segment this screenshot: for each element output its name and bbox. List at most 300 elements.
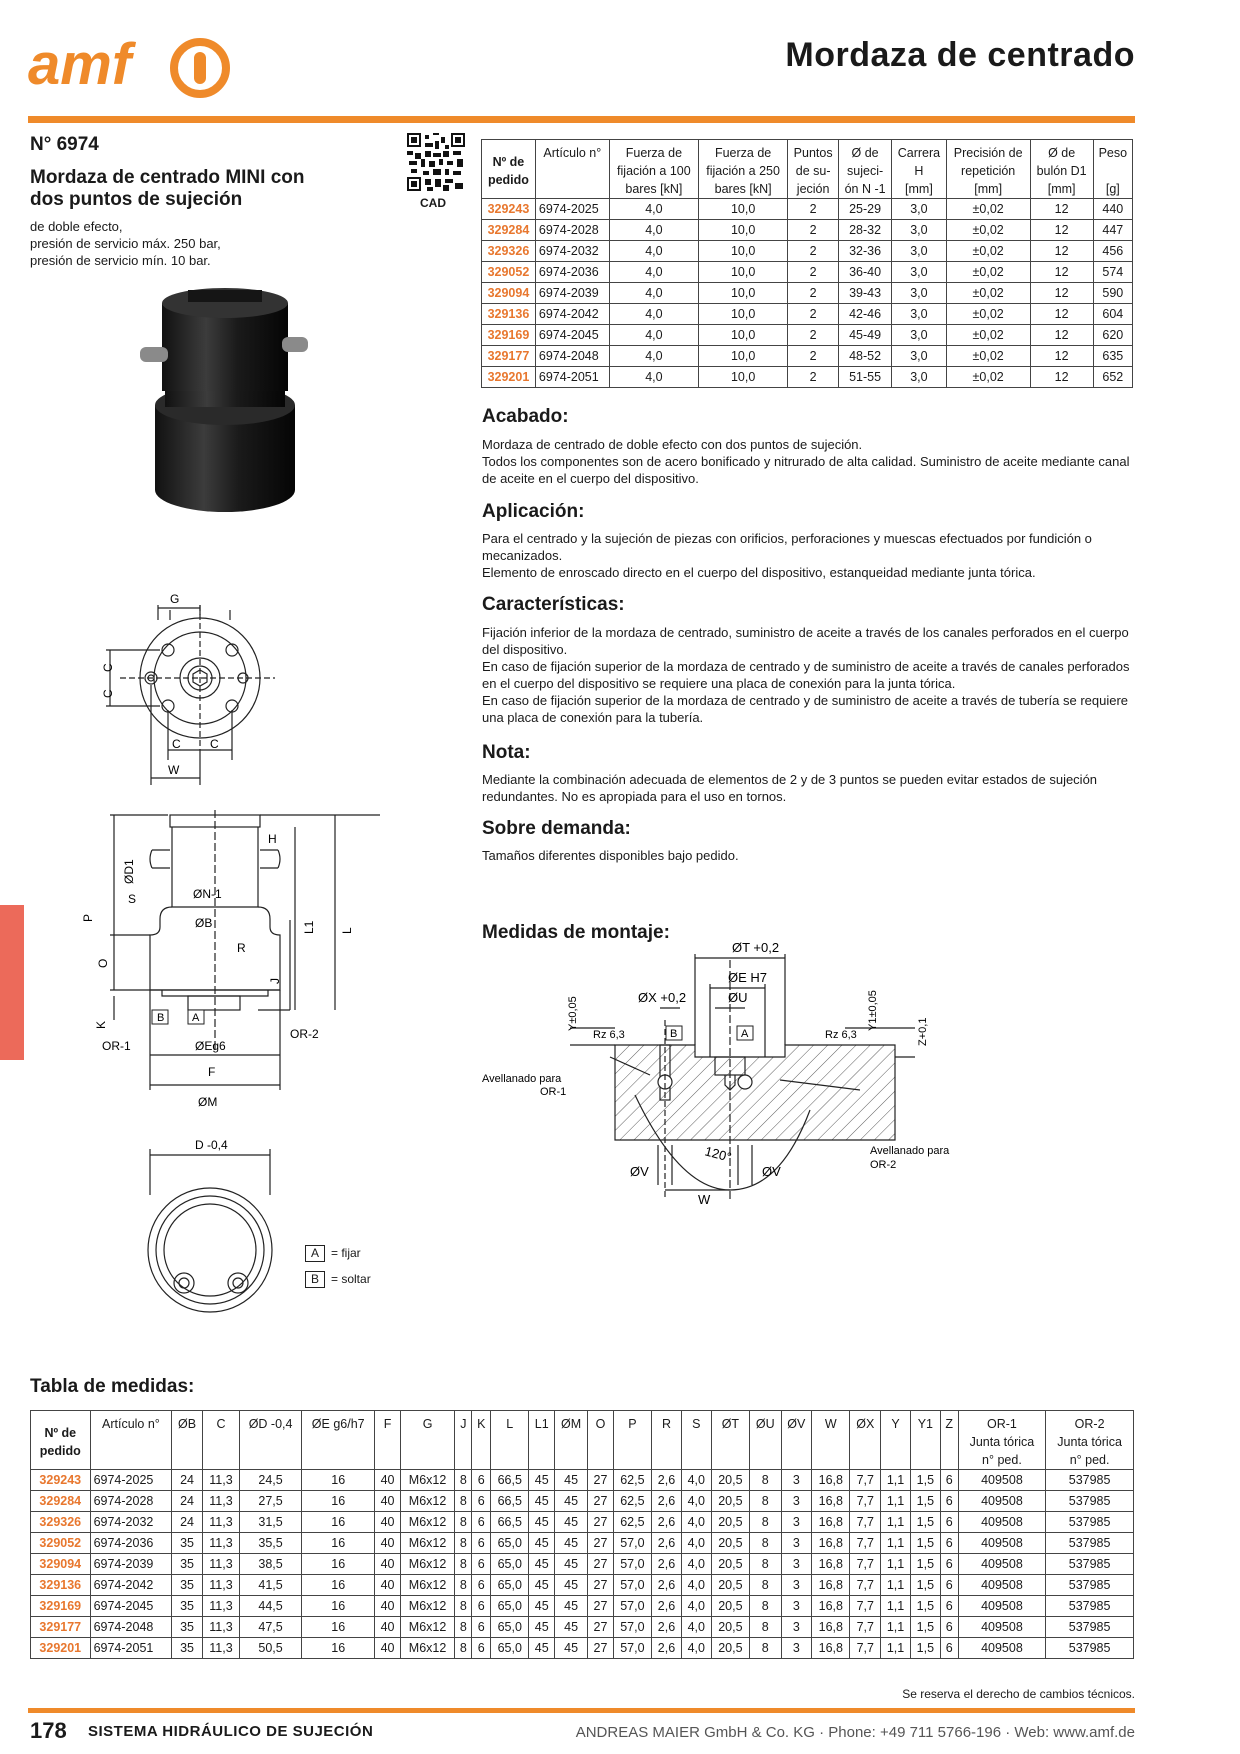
dim-m: ØM xyxy=(198,1095,218,1109)
table-cell: 8 xyxy=(455,1638,472,1659)
table-cell: 4,0 xyxy=(609,346,698,367)
table-cell: 12 xyxy=(1030,304,1093,325)
part-number-cell[interactable]: 329094 xyxy=(31,1554,91,1575)
table-cell: 2 xyxy=(788,262,839,283)
table-cell: 40 xyxy=(375,1638,401,1659)
part-number-cell[interactable]: 329052 xyxy=(31,1533,91,1554)
side-view-drawing xyxy=(80,810,354,1120)
column-header xyxy=(910,1411,940,1470)
header-line: n° ped. xyxy=(982,1453,1022,1467)
table-cell: 6 xyxy=(472,1470,491,1491)
table-cell: 7,7 xyxy=(850,1638,881,1659)
header-rule xyxy=(28,116,1135,123)
table-cell: 10,0 xyxy=(699,346,788,367)
table-cell: 3,0 xyxy=(892,304,947,325)
table-cell: 40 xyxy=(375,1533,401,1554)
mount-y: Y±0,05 xyxy=(567,996,579,1031)
order-row xyxy=(482,199,1133,220)
mount-y1: Y1±0,05 xyxy=(867,990,879,1031)
table-cell: 3 xyxy=(781,1491,812,1512)
header-line: Peso xyxy=(1098,146,1128,160)
table-cell: 6 xyxy=(472,1596,491,1617)
header-line xyxy=(1097,162,1129,180)
table-cell: 24 xyxy=(172,1491,203,1512)
table-cell: 4,0 xyxy=(681,1491,711,1512)
table-cell: 6 xyxy=(940,1596,958,1617)
table-cell: 620 xyxy=(1093,325,1132,346)
table-cell: 57,0 xyxy=(613,1638,651,1659)
amf-logo xyxy=(28,34,228,102)
table-cell: ±0,02 xyxy=(946,199,1030,220)
table-cell: 440 xyxy=(1093,199,1132,220)
table-cell: 27 xyxy=(588,1533,614,1554)
table-cell: 1,1 xyxy=(881,1512,911,1533)
table-cell: 66,5 xyxy=(491,1491,529,1512)
table-cell: 3,0 xyxy=(892,346,947,367)
table-cell: 10,0 xyxy=(699,367,788,388)
port-a: A xyxy=(192,1012,200,1024)
table-cell: 652 xyxy=(1093,367,1132,388)
header-line: Y1 xyxy=(917,1417,933,1431)
table-cell: 2 xyxy=(788,346,839,367)
dim-s: S xyxy=(128,892,137,906)
header-line: ØU xyxy=(755,1417,775,1431)
dim-k: K xyxy=(94,1020,108,1029)
paragraph: En caso de fijación superior de la mordaza de centrado y de suministro de aceite a través de tubería se requiere una placa de conexión para la tubería. xyxy=(482,693,1129,725)
table-cell: 65,0 xyxy=(491,1554,529,1575)
table-cell: 16 xyxy=(302,1638,375,1659)
table-cell: 11,3 xyxy=(202,1638,239,1659)
table-cell: 6974-2036 xyxy=(535,262,609,283)
table-cell: 45 xyxy=(529,1533,555,1554)
header-line: [mm] xyxy=(905,182,933,196)
table-cell: 45 xyxy=(529,1638,555,1659)
table-cell: 45 xyxy=(555,1512,588,1533)
column-header xyxy=(400,1411,454,1470)
column-header xyxy=(609,140,698,199)
table-cell: 57,0 xyxy=(613,1596,651,1617)
table-cell: 20,5 xyxy=(711,1638,749,1659)
table-cell: 1,1 xyxy=(881,1533,911,1554)
table-cell: 35 xyxy=(172,1575,203,1596)
table-cell: 65,0 xyxy=(491,1575,529,1596)
order-row xyxy=(482,220,1133,241)
dim-c4: C xyxy=(210,737,219,751)
dim-l: L xyxy=(340,927,354,934)
column-header xyxy=(781,1411,812,1470)
dim-d1: ØD1 xyxy=(122,859,136,884)
mount-u: ØU xyxy=(728,990,748,1005)
column-header xyxy=(90,1411,172,1470)
dims-row xyxy=(31,1512,1134,1533)
table-cell: 27,5 xyxy=(240,1491,302,1512)
header-line: [mm] xyxy=(974,182,1003,196)
table-cell: 6974-2036 xyxy=(90,1533,172,1554)
header-line: ØX xyxy=(856,1417,875,1431)
table-cell: 10,0 xyxy=(699,220,788,241)
part-number-cell[interactable]: 329169 xyxy=(31,1596,91,1617)
table-cell: 2,6 xyxy=(652,1617,682,1638)
paragraph: Elemento de enroscado directo en el cuerpo del dispositivo, estanqueidad mediante junta tórica. xyxy=(482,565,1036,580)
table-cell: 537985 xyxy=(1046,1533,1134,1554)
table-cell: 1,5 xyxy=(910,1638,940,1659)
table-cell: 40 xyxy=(375,1512,401,1533)
table-cell: 24,5 xyxy=(240,1470,302,1491)
header-line: Artículo n° xyxy=(543,146,602,160)
part-number-cell[interactable]: 329243 xyxy=(31,1470,91,1491)
table-cell: 6 xyxy=(940,1491,958,1512)
table-cell: 2,6 xyxy=(652,1470,682,1491)
legend-a-box: A xyxy=(305,1245,325,1262)
header-line: OR-2 xyxy=(1074,1417,1105,1431)
table-cell: 1,5 xyxy=(910,1533,940,1554)
page-number: 178 xyxy=(30,1718,67,1743)
table-cell: 45 xyxy=(555,1638,588,1659)
mount-t: ØT +0,2 xyxy=(732,940,780,955)
table-cell: 8 xyxy=(455,1575,472,1596)
column-header xyxy=(850,1411,881,1470)
table-cell: 20,5 xyxy=(711,1470,749,1491)
dim-f: F xyxy=(208,1065,216,1079)
table-cell: 12 xyxy=(1030,325,1093,346)
order-row xyxy=(482,346,1133,367)
header-line: Nº de xyxy=(44,1426,77,1440)
header-line: de su- xyxy=(795,164,831,178)
table-cell: 4,0 xyxy=(681,1617,711,1638)
table-cell: 1,1 xyxy=(881,1470,911,1491)
table-cell: 12 xyxy=(1030,199,1093,220)
table-cell: 4,0 xyxy=(681,1554,711,1575)
column-header xyxy=(491,1411,529,1470)
table-cell: 2 xyxy=(788,199,839,220)
column-header xyxy=(172,1411,203,1470)
table-cell: 8 xyxy=(750,1554,781,1575)
dims-table xyxy=(30,1410,1134,1659)
table-cell: 3 xyxy=(781,1554,812,1575)
table-cell: 48-52 xyxy=(839,346,892,367)
table-cell: 20,5 xyxy=(711,1575,749,1596)
table-cell: ±0,02 xyxy=(946,346,1030,367)
table-cell: 4,0 xyxy=(681,1638,711,1659)
table-cell: 1,5 xyxy=(910,1554,940,1575)
table-cell: 6 xyxy=(472,1554,491,1575)
table-cell: 2 xyxy=(788,304,839,325)
table-cell: 31,5 xyxy=(240,1512,302,1533)
table-cell: 1,1 xyxy=(881,1596,911,1617)
table-cell: 11,3 xyxy=(202,1575,239,1596)
side-tab xyxy=(0,905,24,1060)
table-cell: 2 xyxy=(788,220,839,241)
column-header xyxy=(31,1411,91,1470)
dims-row xyxy=(31,1638,1134,1659)
table-cell: 590 xyxy=(1093,283,1132,304)
dim-b: ØB xyxy=(195,916,213,930)
table-cell: 409508 xyxy=(958,1491,1046,1512)
table-cell: 537985 xyxy=(1046,1554,1134,1575)
table-cell: 16 xyxy=(302,1617,375,1638)
mount-z: Z+0,1 xyxy=(917,1017,929,1046)
header-line: R xyxy=(661,1417,671,1431)
table-cell: 11,3 xyxy=(202,1554,239,1575)
table-cell: 10,0 xyxy=(699,199,788,220)
footer-rule xyxy=(28,1708,1135,1713)
header-line: bares [kN] xyxy=(625,182,683,196)
table-cell: 4,0 xyxy=(609,199,698,220)
table-cell: 8 xyxy=(455,1470,472,1491)
table-cell: 27 xyxy=(588,1512,614,1533)
table-cell: 8 xyxy=(455,1554,472,1575)
table-cell: 1,5 xyxy=(910,1575,940,1596)
part-number-cell[interactable]: 329136 xyxy=(31,1575,91,1596)
table-cell: 409508 xyxy=(958,1470,1046,1491)
part-number-cell[interactable]: 329094 xyxy=(482,283,536,304)
part-number-cell[interactable]: 329284 xyxy=(482,220,536,241)
dim-d: D -0,4 xyxy=(195,1138,228,1152)
table-cell: 6 xyxy=(472,1638,491,1659)
table-cell: 409508 xyxy=(958,1638,1046,1659)
table-cell: 1,1 xyxy=(881,1617,911,1638)
mounting-drawing xyxy=(480,940,950,1215)
table-cell: 12 xyxy=(1030,346,1093,367)
table-cell: ±0,02 xyxy=(946,262,1030,283)
table-cell: 2,6 xyxy=(652,1533,682,1554)
mount-rz2: Rz 6,3 xyxy=(825,1029,857,1041)
table-cell: 8 xyxy=(455,1491,472,1512)
header-line: P xyxy=(628,1417,637,1431)
table-cell: 537985 xyxy=(1046,1596,1134,1617)
dims-row xyxy=(31,1491,1134,1512)
table-cell: 10,0 xyxy=(699,241,788,262)
qr-code[interactable] xyxy=(407,133,465,191)
footer-company: ANDREAS MAIER GmbH & Co. KG · Phone: +49 711 5766-196 · Web: www.amf.de xyxy=(575,1724,1135,1741)
table-cell: 8 xyxy=(455,1617,472,1638)
column-header xyxy=(588,1411,614,1470)
table-cell: 4,0 xyxy=(681,1512,711,1533)
table-cell: 40 xyxy=(375,1617,401,1638)
table-cell: 2,6 xyxy=(652,1638,682,1659)
table-cell: 6 xyxy=(472,1617,491,1638)
dim-g: G xyxy=(170,592,180,606)
table-cell: 20,5 xyxy=(711,1533,749,1554)
part-number-cell[interactable]: 329169 xyxy=(482,325,536,346)
table-cell: 8 xyxy=(455,1512,472,1533)
table-cell: 2,6 xyxy=(652,1575,682,1596)
table-cell: 537985 xyxy=(1046,1512,1134,1533)
table-cell: 1,5 xyxy=(910,1596,940,1617)
header-line: pedido xyxy=(39,1444,81,1458)
order-row xyxy=(482,367,1133,388)
table-cell: 3 xyxy=(781,1533,812,1554)
table-cell: 409508 xyxy=(958,1554,1046,1575)
paragraph: Para el centrado y la sujeción de piezas con orificios, perforaciones y muescas efectuados por fundición o mecanizados. xyxy=(482,531,1092,563)
part-number-cell[interactable]: 329177 xyxy=(31,1617,91,1638)
table-cell: 45 xyxy=(555,1596,588,1617)
header-line: ØB xyxy=(178,1417,197,1431)
table-cell: 16 xyxy=(302,1575,375,1596)
column-header xyxy=(881,1411,911,1470)
table-cell: 35 xyxy=(172,1617,203,1638)
column-header xyxy=(455,1411,472,1470)
heading-montaje: Medidas de montaje: xyxy=(482,922,670,943)
table-cell: 6974-2045 xyxy=(535,325,609,346)
part-number-cell[interactable]: 329201 xyxy=(31,1638,91,1659)
header-line: bulón D1 xyxy=(1036,164,1087,178)
header-line: Z xyxy=(945,1417,954,1431)
header-line: bares [kN] xyxy=(714,182,772,196)
table-cell: 16,8 xyxy=(812,1575,850,1596)
table-cell: 16,8 xyxy=(812,1512,850,1533)
order-table-header xyxy=(482,140,1133,199)
product-photo xyxy=(140,285,310,520)
table-cell: 7,7 xyxy=(850,1596,881,1617)
product-description xyxy=(30,218,350,269)
table-cell: 3 xyxy=(781,1596,812,1617)
table-cell: 4,0 xyxy=(609,262,698,283)
header-line: Y xyxy=(891,1417,900,1431)
table-cell: M6x12 xyxy=(400,1470,454,1491)
table-cell: 4,0 xyxy=(609,304,698,325)
paragraph: Mediante la combinación adecuada de elementos de 2 y de 3 puntos se pueden evitar estados de sujeción redundantes. No es apropiada para el uso en tornos. xyxy=(482,772,1098,804)
table-cell: 1,5 xyxy=(910,1470,940,1491)
table-cell: 57,0 xyxy=(613,1533,651,1554)
table-cell: 537985 xyxy=(1046,1491,1134,1512)
column-header xyxy=(711,1411,749,1470)
table-cell: 38,5 xyxy=(240,1554,302,1575)
part-number-cell[interactable]: 329136 xyxy=(482,304,536,325)
table-cell: 6974-2042 xyxy=(90,1575,172,1596)
column-header xyxy=(375,1411,401,1470)
table-cell: 8 xyxy=(750,1596,781,1617)
header-line: Junta tórica xyxy=(1057,1435,1122,1449)
part-number-cell[interactable]: 329052 xyxy=(482,262,536,283)
text-demanda xyxy=(482,847,1142,864)
table-cell: 8 xyxy=(750,1575,781,1596)
table-cell: 4,0 xyxy=(609,283,698,304)
table-cell: 1,5 xyxy=(910,1491,940,1512)
table-cell: 8 xyxy=(750,1491,781,1512)
part-number-cell[interactable]: 329177 xyxy=(482,346,536,367)
column-header xyxy=(940,1411,958,1470)
column-header xyxy=(652,1411,682,1470)
column-header xyxy=(535,140,609,199)
table-cell: 65,0 xyxy=(491,1638,529,1659)
product-name: Mordaza de centrado MINI con dos puntos de sujeción xyxy=(30,167,305,210)
part-number-cell[interactable]: 329243 xyxy=(482,199,536,220)
table-cell: ±0,02 xyxy=(946,367,1030,388)
table-cell: 45 xyxy=(555,1575,588,1596)
table-cell: 27 xyxy=(588,1638,614,1659)
column-header xyxy=(750,1411,781,1470)
table-cell: 4,0 xyxy=(609,367,698,388)
table-cell: 1,5 xyxy=(910,1617,940,1638)
table-cell: 27 xyxy=(588,1575,614,1596)
label-or1: OR-1 xyxy=(102,1039,131,1053)
table-cell: 40 xyxy=(375,1554,401,1575)
table-cell: 35 xyxy=(172,1638,203,1659)
table-cell: 2,6 xyxy=(652,1554,682,1575)
column-header xyxy=(681,1411,711,1470)
table-cell: 16,8 xyxy=(812,1617,850,1638)
table-cell: 12 xyxy=(1030,283,1093,304)
table-cell: 6974-2025 xyxy=(535,199,609,220)
top-view-drawing xyxy=(100,590,290,790)
table-cell: 11,3 xyxy=(202,1617,239,1638)
dims-table-title: Tabla de medidas: xyxy=(30,1376,195,1397)
table-cell: 20,5 xyxy=(711,1596,749,1617)
header-line: K xyxy=(477,1417,486,1431)
header-line: F xyxy=(383,1417,392,1431)
table-cell: 4,0 xyxy=(681,1470,711,1491)
table-cell: 45 xyxy=(529,1554,555,1575)
table-cell: 4,0 xyxy=(681,1575,711,1596)
table-cell: 10,0 xyxy=(699,304,788,325)
table-cell: 40 xyxy=(375,1596,401,1617)
mount-x: ØX +0,2 xyxy=(638,990,687,1005)
header-line: Artículo n° xyxy=(102,1417,160,1431)
part-number-cell[interactable]: 329326 xyxy=(31,1512,91,1533)
paragraph: En caso de fijación superior de la mordaza de centrado y de suministro de aceite a través de canales perforados en el cuerpo del dispositivo se requiere una placa de conexión para la junta tórica. xyxy=(482,659,1130,691)
table-cell: 409508 xyxy=(958,1617,1046,1638)
column-header xyxy=(1093,140,1132,199)
table-cell: 11,3 xyxy=(202,1512,239,1533)
table-cell: 45 xyxy=(529,1575,555,1596)
table-cell: 2,6 xyxy=(652,1491,682,1512)
header-line: ón N -1 xyxy=(844,182,886,196)
table-cell: M6x12 xyxy=(400,1596,454,1617)
heading-acabado: Acabado: xyxy=(482,406,569,427)
table-cell: M6x12 xyxy=(400,1512,454,1533)
table-cell: 40 xyxy=(375,1470,401,1491)
header-line: sujeci- xyxy=(847,164,884,178)
table-cell: 6 xyxy=(940,1617,958,1638)
legend-b-text: = soltar xyxy=(331,1272,371,1286)
dim-l1: L1 xyxy=(302,920,316,934)
table-cell: 45 xyxy=(529,1491,555,1512)
column-header xyxy=(529,1411,555,1470)
table-cell: 8 xyxy=(750,1617,781,1638)
column-header xyxy=(892,140,947,199)
table-cell: 16,8 xyxy=(812,1491,850,1512)
mount-b: B xyxy=(670,1028,678,1040)
part-number-cell[interactable]: 329284 xyxy=(31,1491,91,1512)
table-cell: 16 xyxy=(302,1491,375,1512)
header-line: G xyxy=(422,1417,433,1431)
table-cell: 409508 xyxy=(958,1596,1046,1617)
table-cell: 6974-2045 xyxy=(90,1596,172,1617)
table-cell: 6974-2025 xyxy=(90,1470,172,1491)
dims-table-body xyxy=(31,1470,1134,1659)
table-cell: 7,7 xyxy=(850,1554,881,1575)
paragraph: Fijación inferior de la mordaza de centrado, suministro de aceite a través de los canales perforados en el cuerpo del dispositivo. xyxy=(482,625,1129,657)
desc-line: de doble efecto, xyxy=(30,219,123,234)
dim-w: W xyxy=(168,763,180,777)
column-header xyxy=(1046,1411,1134,1470)
table-cell: 12 xyxy=(1030,220,1093,241)
header-line: Carrera xyxy=(897,146,941,160)
column-header xyxy=(946,140,1030,199)
header-line: Junta tórica xyxy=(969,1435,1035,1449)
dim-j: J xyxy=(268,978,282,984)
table-cell: M6x12 xyxy=(400,1575,454,1596)
table-cell: 6 xyxy=(940,1533,958,1554)
table-cell: ±0,02 xyxy=(946,283,1030,304)
part-number-cell[interactable]: 329326 xyxy=(482,241,536,262)
table-cell: 3 xyxy=(781,1470,812,1491)
dims-row xyxy=(31,1617,1134,1638)
table-cell: 45 xyxy=(529,1512,555,1533)
dim-r: R xyxy=(237,941,246,955)
part-number-cell[interactable]: 329201 xyxy=(482,367,536,388)
